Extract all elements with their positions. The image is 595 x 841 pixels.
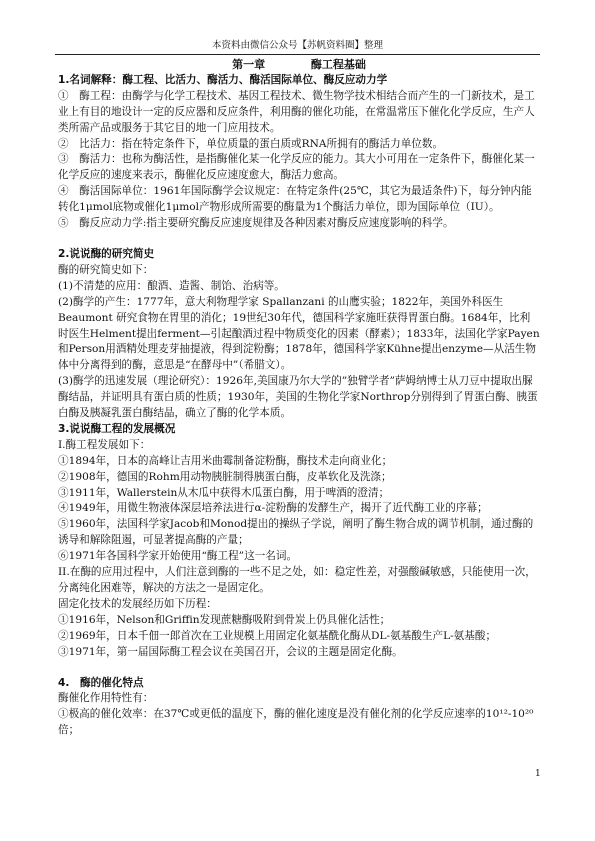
paragraph: ① 酶工程：由酶学与化学工程技术、基因工程技术、微生物学技术相结合而产生的一门新技术，是工业上有目的地设计一定的反应器和反应条件，利用酶的催化功能，在常温常压下催化化学反应，生产人类所需产品或服务于其它目的地一门应用技术。 bbox=[58, 89, 535, 134]
section-heading: 4. 酶的催化特点 bbox=[58, 676, 144, 689]
chapter-number: 第一章 bbox=[232, 58, 266, 71]
paragraph: ①极高的催化效率：在37℃或更低的温度下，酶的催化速度是没有催化剂的化学反应速率的10¹²-10²⁰倍； bbox=[58, 708, 534, 737]
paragraph: ③ 酶活力：也称为酶活性，是指酶催化某一化学反应的能力。其大小可用在一定条件下，酶催化某一化学反应的速度来表示，酶催化反应速度愈大，酶活力愈高。 bbox=[58, 153, 535, 182]
paragraph: ⑤ 酶反应动力学:指主要研究酶反应速度规律及各种因素对酶反应速度影响的科学。 bbox=[58, 217, 454, 230]
paragraph: 酶催化作用特性有： bbox=[58, 692, 154, 705]
chapter-title bbox=[58, 57, 540, 73]
section-heading: 1.名词解释：酶工程、比活力、酶活力、酶活国际单位、酶反应动力学 bbox=[58, 73, 388, 86]
paragraph: 固定化技术的发展经历如下历程： bbox=[58, 597, 217, 610]
paragraph: ③1911年，Wallerstein从木瓜中获得木瓜蛋白酶，用于啤酒的澄清； bbox=[58, 486, 390, 499]
paragraph: (1)不清楚的应用：酿酒、造酱、制饴、治病等。 bbox=[58, 279, 285, 292]
section-heading: 2.说说酶的研究简史 bbox=[58, 247, 155, 260]
paragraph: ④ 酶活国际单位：1961年国际酶学会议规定：在特定条件(25℃，其它为最适条件)下，每分钟内能转化1μmol底物或催化1μmol产物形成所需要的酶量为1个酶活力单位，即为国际单位（IU）。 bbox=[58, 185, 532, 214]
paragraph: ④1949年，用微生物液体深层培养法进行α-淀粉酶的发酵生产，揭开了近代酶工业的序幕； bbox=[58, 502, 488, 515]
paragraph: ①1894年，日本的高峰让吉用米曲霉制备淀粉酶，酶技术走向商业化； bbox=[58, 454, 393, 467]
paragraph: ③1971年，第一届国际酶工程会议在美国召开，会议的主题是固定化酶。 bbox=[58, 645, 403, 658]
paragraph: ②1969年，日本千佃一郎首次在工业规模上用固定化氨基酰化酶从DL-氨基酸生产L-氨基酸； bbox=[58, 629, 497, 642]
section-heading: 3.说说酶工程的发展概况 bbox=[58, 422, 176, 435]
chapter-name: 酶工程基础 bbox=[310, 58, 366, 71]
paragraph: I.酶工程发展如下： bbox=[58, 438, 151, 451]
paragraph: ②1908年，德国的Rohm用动物胰脏制得胰蛋白酶，皮革软化及洗涤； bbox=[58, 470, 392, 483]
paragraph: ② 比活力：指在特定条件下，单位质量的蛋白质或RNA所拥有的酶活力单位数。 bbox=[58, 137, 444, 150]
paragraph: II.在酶的应用过程中，人们注意到酶的一些不足之处，如：稳定性差，对强酸碱敏感，只能使用一次，分离纯化困难等，解决的方法之一是固定化。 bbox=[58, 566, 536, 594]
header-divider bbox=[55, 54, 540, 55]
document-body bbox=[58, 57, 540, 739]
paragraph: 酶的研究简史如下： bbox=[58, 263, 154, 276]
paragraph: (2)酶学的产生：1777年，意大利物理学家 Spallanzani 的山鹰实验；1822年，美国外科医生 Beaumont 研究食物在胃里的消化；19世纪30年代，德国科学家施旺获得胃蛋白酶。1684年，比利时医生Helment提出ferment—引起酿酒过程中物质变化的因素（酵素）；1833年，法国化学家Payen和Person用酒精处理麦芽抽提液，得到淀粉酶；1878年，德国科学家Kühne提出enzyme—从活生物体中分离得到的酶，意思是“在酵母中”（希腊文）。 bbox=[58, 295, 540, 372]
paragraph: ⑥1971年各国科学家开始使用“酶工程”这一名词。 bbox=[58, 550, 298, 563]
page-header: 本资料由微信公众号【苏帆资料圈】整理 bbox=[211, 40, 383, 51]
page-number: 1 bbox=[535, 769, 541, 779]
paragraph: (3)酶学的迅速发展（理论研究）：1926年,美国康乃尔大学的”独臂学者”萨姆纳博士从刀豆中提取出脲酶结晶，并证明具有蛋白质的性质；1930年，美国的生物化学家Northrop分别得到了胃蛋白酶、胰蛋白酶及胰凝乳蛋白酶结晶，确立了酶的化学本质。 bbox=[58, 375, 538, 420]
paragraph: ⑤1960年，法国科学家Jacob和Monod提出的操纵子学说，阐明了酶生物合成的调节机制，通过酶的诱导和解除阻遏，可显著提高酶的产量； bbox=[58, 518, 534, 547]
paragraph: ①1916年，Nelson和Griffin发现蔗糖酶吸附到骨炭上仍具催化活性； bbox=[58, 613, 391, 626]
